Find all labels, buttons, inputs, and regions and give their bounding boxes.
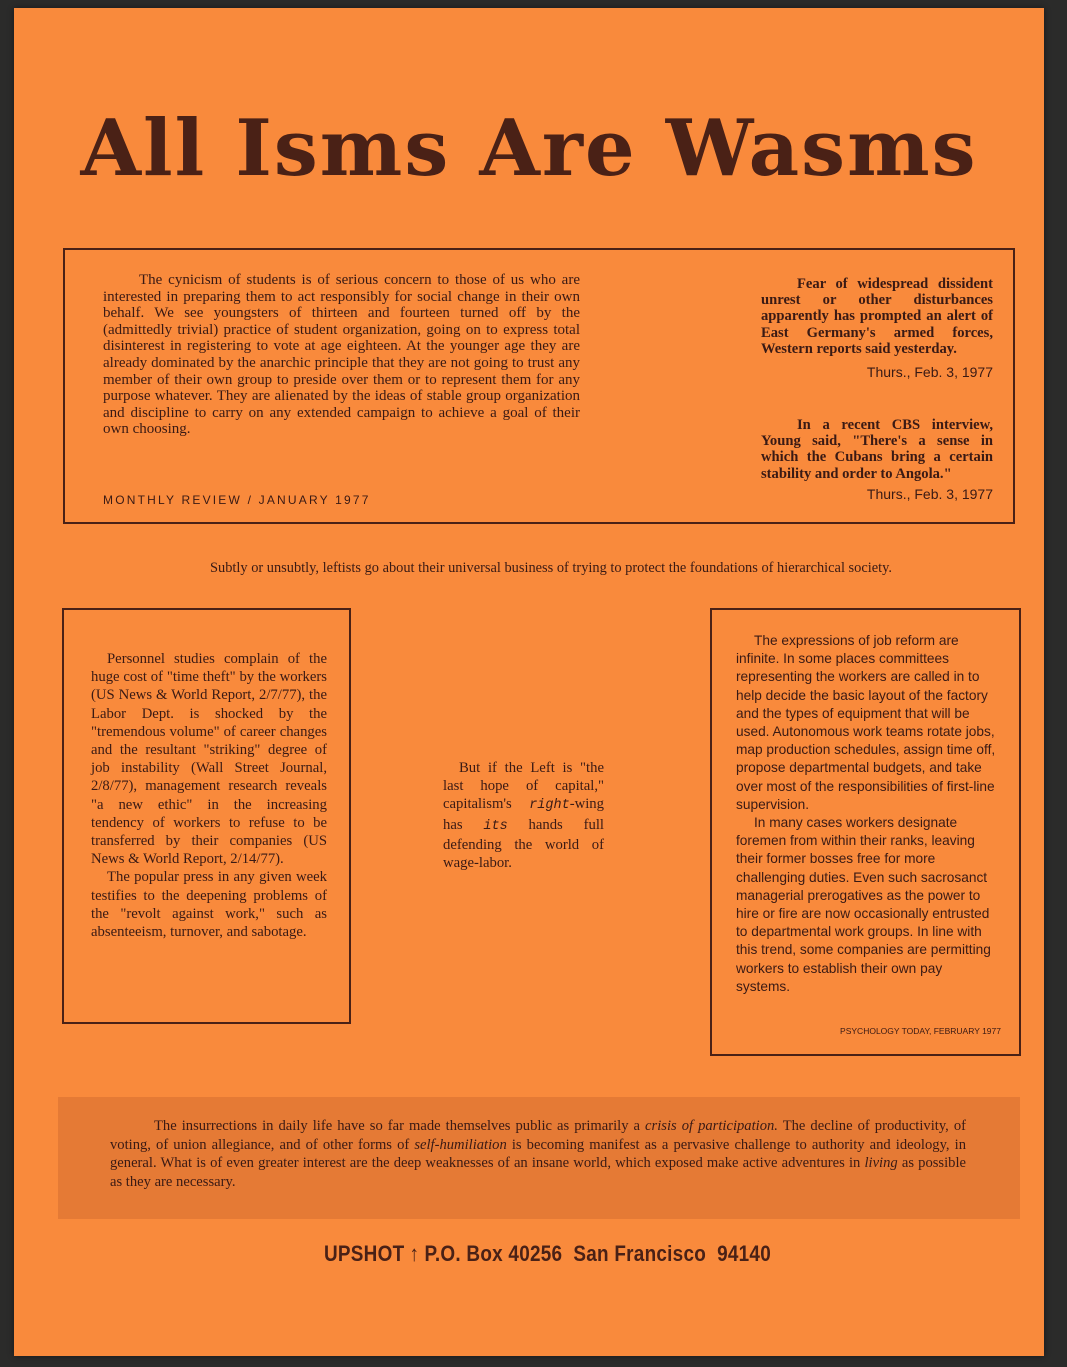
personnel-studies-para-1: Personnel studies complain of the huge cost of "time theft" by the workers (US News & World Report, 2/7/77), the Labor Dept. is shocked by the "tremendous volume" of career changes and the resultant "striking" degree of job instability (Wall Street Journal, 2/8/77), management research reveals "a new ethic" in the increasing tendency of workers to refuse to be transferred by their companies (US News & World Report, 2/14/77). [91,651,327,868]
band-part-3: is becoming manifest as a pervasive challenge to authority and ideology, in general. What is of even greater interest are the deep weaknesses of an insane world, which exposed make active adventures in [110,1136,967,1172]
middle-part-1: But if the Left is "the last hope of capital," capitalism's [443,760,604,813]
insurrections-band [58,1097,1020,1219]
band-part-4: as possible as they are necessary. [110,1155,966,1190]
personnel-studies-text [91,650,327,941]
middle-its-word: its [483,818,508,834]
personnel-studies-para-2: The popular press in any given week testifies to the deepening problems of the "revolt against work," such as absenteeism, turnover, and sabotage. [91,869,327,941]
monthly-review-quote: The cynicism of students is of serious concern to those of us who are interested in preparing them to act responsibly for social change in their own behalf. We see youngsters of thirteen and fourteen turned off by the (admittedly trivial) practice of student organization, going on to express total disinterest in registering to vote at age eighteen. At the younger age they are already dominated by the anarchic principle that they are not going to trust any member of their own group to preside over them or to represent them for any purpose whatever. They are alienated by the ideas of stable group organization and discipline to carry on any extended campaign to achieve a goal of their own choosing. [103,272,580,438]
middle-right-word: right [529,798,570,814]
band-living-word: living [864,1155,898,1172]
band-humiliation-phrase: self-humiliation [414,1136,507,1153]
job-reform-box [710,608,1021,1056]
insurrections-text [110,1117,966,1191]
band-part-2: The decline of productivity, of voting, of union allegiance, and of other forms of [110,1118,967,1153]
upshot-name: UPSHOT [323,1241,405,1266]
po-box-address: P.O. Box 40256 San Francisco 94140 [424,1241,771,1266]
top-quote-box [63,248,1015,524]
east-germany-date: Thurs., Feb. 3, 1977 [866,364,993,380]
cbs-interview-date: Thurs., Feb. 3, 1977 [866,486,993,502]
job-reform-para-1: The expressions of job reform are infinite. In some places committees representing the workers are called in to help decide the basic layout of the factory and the types of equipment that will be used. Autonomous work teams rotate jobs, map production schedules, assign time off, propose departmental budgets, and take over most of the responsibilities of first-line supervision. [736,633,996,812]
personnel-studies-box [62,608,351,1024]
flyer-sheet [14,8,1044,1356]
middle-part-3: hands full defending the world of wage-labor. [443,816,604,872]
psychology-today-source: PSYCHOLOGY TODAY, FEBRUARY 1977 [840,1026,1001,1036]
job-reform-para-2: In many cases workers designate foremen from within their ranks, leaving their former bosses free for more challenging duties. Even such sacrosanct managerial prerogatives as the power to hire or fire are now occasionally entrusted to departmental work groups. In line with this trend, some companies are permitting workers to establish their own pay systems. [736,815,991,994]
flyer-title: All Isms Are Wasms [80,103,978,194]
job-reform-text [736,632,998,996]
band-crisis-phrase: crisis of participation. [645,1118,778,1134]
band-part-1: The insurrections in daily life have so far made themselves public as primarily a [154,1118,646,1134]
monthly-review-source: MONTHLY REVIEW / JANUARY 1977 [103,493,371,507]
east-germany-quote: Fear of widespread dissident unrest or other disturbances apparently has prompted an alert of East Germany's armed forces, Western reports said yesterday. [761,276,993,357]
cbs-interview-quote: In a recent CBS interview, Young said, "There's a sense in which the Cubans bring a certain stability and order to Angola." [761,417,993,482]
up-arrow-icon: ↑ [409,1241,420,1266]
middle-part-2: -wing has [443,796,604,833]
footer-address [89,1241,1007,1267]
subtle-statement: Subtly or unsubtly, leftists go about their universal business of trying to protect the foundations of hierarchical society. [210,560,892,576]
left-last-hope-text [443,759,604,872]
